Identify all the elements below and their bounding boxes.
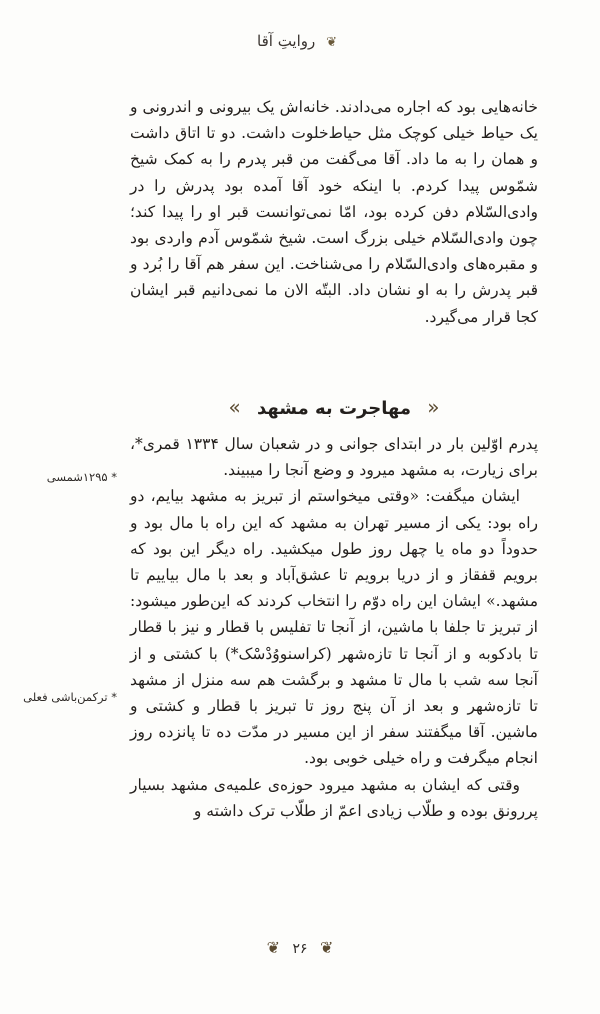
page-number-text: ۲۶: [292, 941, 308, 957]
paragraph: وقتی که ایشان به مشهد میرود حوزه‌ی علمیه‌ی مشهد بسیار پررونق بوده و طلّاب زیادی اعمّ از طلّاب ترک داشته و: [130, 775, 538, 820]
running-title: روایتِ آقا: [257, 32, 316, 50]
paragraph: خانه‌هایی بود که اجاره می‌دادند. خانه‌اش یک بیرونی و اندرونی و یک حیاط خیلی کوچک مثل حیاط‌خلوت داشت. دو تا اتاق داشت و همان را به ما داد. آقا می‌گفت من قبر پدرم را به کمک شیخ شمّوس پیدا کردم. با اینکه خود آقا آمده بود پدرش را در وادی‌السّلام دفن کرده بود، امّا نمی‌توانست قبر او را پیدا کند؛ چون وادی‌السّلام خیلی بزرگ است. شیخ شمّوس آدم واردی بود و مقبره‌های وادی‌السّلام را می‌شناخت. این سفر هم آقا را بُرد و قبر پدرش را به او نشان داد. البتّه الان ما نمی‌دانیم قبر ایشان کجا قرار می‌گیرد.: [130, 98, 538, 326]
body-text-bottom: [130, 431, 538, 824]
margin-footnote: * ۱۲۹۵شمسی: [46, 470, 117, 484]
ornament-icon: ❦: [326, 35, 337, 50]
section-title: مهاجرت به مشهد: [257, 398, 411, 419]
paragraph: پدرم اوّلین بار در ابتدای جوانی و در شعبان سال ۱۳۳۴ قمری*، برای زیارت، به مشهد میرود و وضع آنجا را میبیند.: [130, 435, 539, 480]
ornament-icon: «: [427, 395, 440, 419]
paragraph: ایشان میگفت: «وقتی میخواستم از تبریز به مشهد بیایم، دو راه بود: یکی از مسیر تهران به مشهد که این راه با مال بود و حدوداً دو ماه یا چهل روز طول میکشید. راه دیگر این بود که برویم قفقاز و از دریا برویم تا عشق‌آباد و بعد با مال بیاییم تا مشهد.» ایشان این راه دوّم را انتخاب کردند که این‌طور میشود: از تبریز تا جلفا با ماشین، از آنجا تا تفلیس با قطار و نیز با قطار تا بادکوبه و از آنجا تا تازه‌شهر (کراسنووُدْسْک*) با کشتی و از آنجا سه شب با مال تا مشهد و برگشت هم سه منزل از مشهد تا تازه‌شهر و بعد از آن پنج روز تا تبریز با قطار و کشتی و ماشین. آقا میگفتند سفر از این مسیر در مدّت ده تا پانزده روز انجام میگرفت و راه خیلی خوبی بود.: [130, 487, 538, 768]
body-text-top: [130, 94, 538, 330]
section-heading: [130, 395, 538, 419]
ornament-icon: ❦: [319, 938, 334, 957]
ornament-icon: »: [228, 395, 241, 419]
margin-footnote: * ترکمن‌باشی فعلی: [23, 690, 117, 704]
ornament-icon: ❦: [266, 938, 281, 957]
page-number: [0, 938, 600, 957]
running-header: [0, 32, 600, 50]
